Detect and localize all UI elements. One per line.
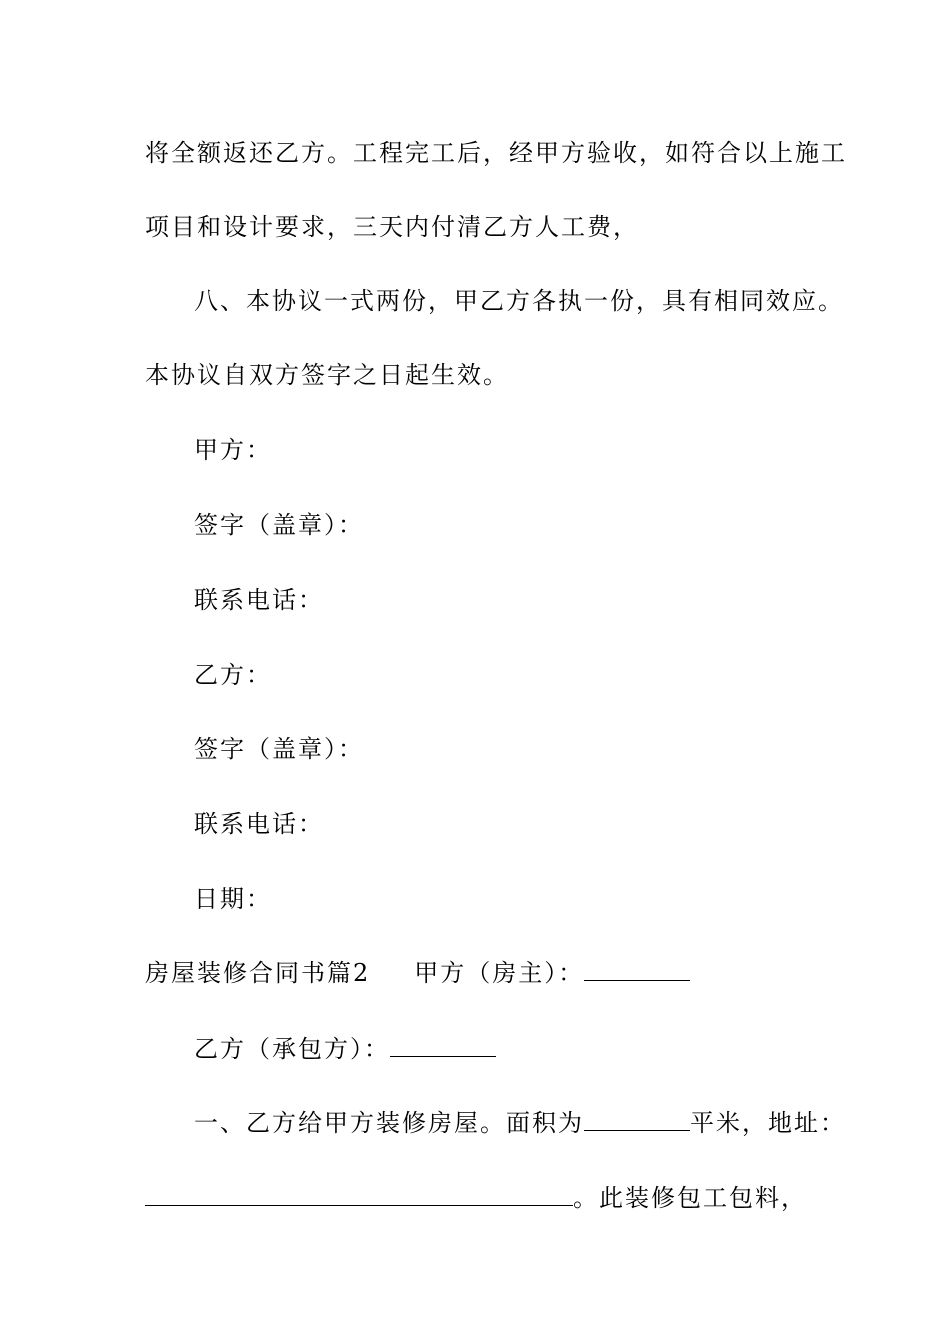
contractor-label: 乙方（承包方）： xyxy=(194,1035,390,1063)
contractor-row xyxy=(194,1034,496,1064)
contractor-blank xyxy=(390,1036,496,1057)
party-b-signature-label: 签字（盖章）： xyxy=(194,735,364,763)
paragraph-line: 将全额返还乙方。工程完工后，经甲方验收，如符合以上施工 xyxy=(145,139,847,167)
paragraph-line: 八、本协议一式两份，甲乙方各执一份，具有相同效应。 xyxy=(194,287,844,315)
section-title-row xyxy=(145,958,690,988)
address-blank xyxy=(145,1185,573,1206)
owner-blank xyxy=(584,960,690,981)
paragraph-line: 本协议自双方签字之日起生效。 xyxy=(145,361,509,389)
paragraph-line: 项目和设计要求，三天内付清乙方人工费， xyxy=(145,213,639,241)
section-title: 房屋装修合同书篇2 xyxy=(145,959,371,987)
clause-1-tail: 。此装修包工包料， xyxy=(573,1184,807,1212)
area-blank xyxy=(584,1110,690,1131)
owner-label: 甲方（房主）： xyxy=(414,959,585,987)
clause-1-text: 一、乙方给甲方装修房屋。面积为 xyxy=(194,1109,584,1137)
party-b-label: 乙方： xyxy=(194,661,272,689)
clause-1-line-2 xyxy=(145,1183,807,1213)
party-a-phone-label: 联系电话： xyxy=(194,586,324,614)
clause-1-line xyxy=(194,1108,846,1138)
party-b-phone-label: 联系电话： xyxy=(194,810,324,838)
date-label: 日期： xyxy=(194,885,272,913)
party-a-label: 甲方： xyxy=(194,436,272,464)
party-a-signature-label: 签字（盖章）： xyxy=(194,511,364,539)
clause-1-text-2: 平米，地址： xyxy=(690,1109,846,1137)
